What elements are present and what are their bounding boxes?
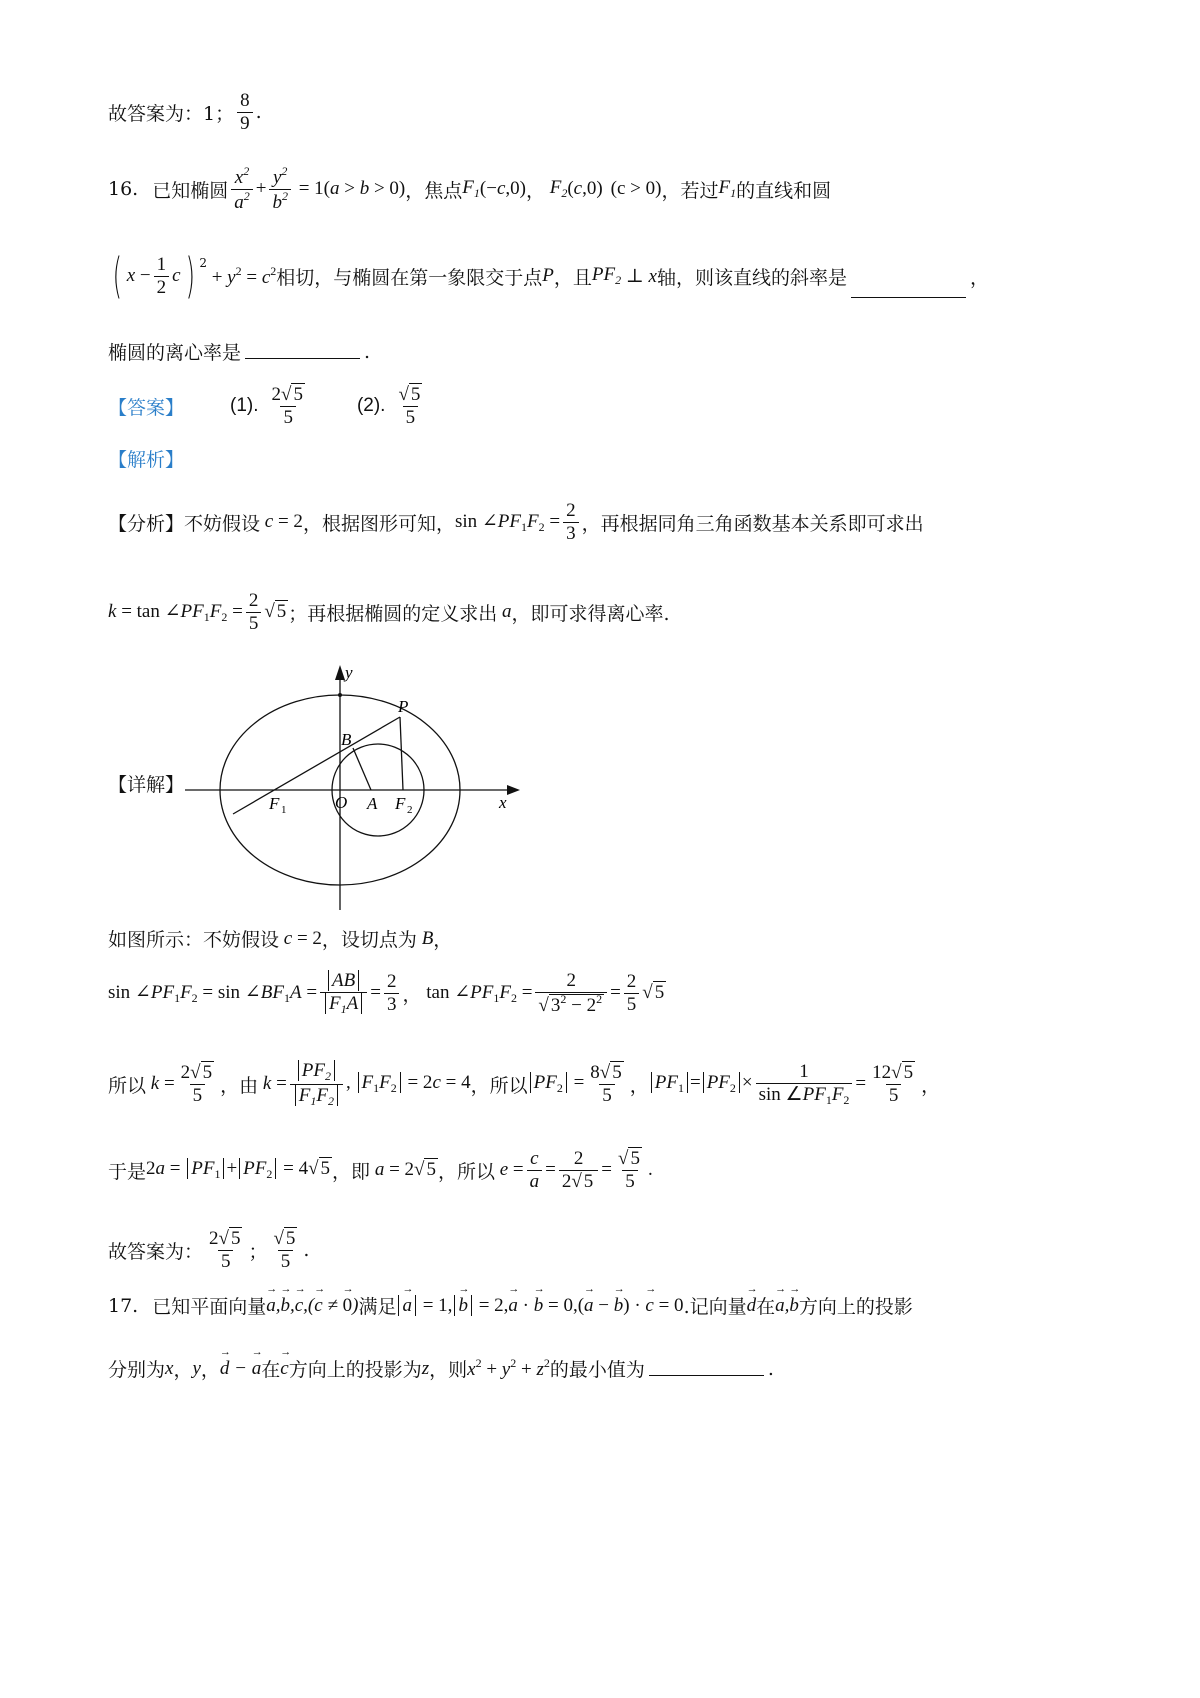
q17-blank[interactable] bbox=[649, 1374, 764, 1376]
q16-line1: 16. 已知椭圆 $\frac{x^2}{a^2}$ + $\frac{y^2}{b^2}$ = 1(a > b > 0) ，焦点 $F_1$ (−c,0) ， $F_2$ (c,0) (c > 0) ，若过 $F_1$ 的直线和圆 bbox=[108, 164, 832, 213]
eccentricity-blank[interactable] bbox=[245, 357, 360, 359]
ellipse-x-term: $\frac{x^2}{a^2}$ bbox=[231, 165, 253, 214]
sol-line4: 于是 $2a = PF_1 + PF_2 = 4√$ 5 ，即 a = 2√ 5 ，所以 e = $\frac{c}{a}$ = $\frac{2}{2√ 5}$ = $\frac{√ 5}{5}$ . bbox=[108, 1148, 653, 1192]
q16-line2: ( x − $\frac{1}{2}$ c ) $^2$ + $y^2 = c^2$ 相切，与椭圆在第一象限交于点 P ，且 $PF_2$ ⊥ x 轴，则该直线的斜率是 ， bbox=[112, 248, 989, 304]
q16-line3: 椭圆的离心率是 . bbox=[108, 340, 371, 364]
detail-tag: 【详解】 bbox=[108, 774, 185, 796]
label-B: B bbox=[341, 730, 352, 749]
fenxi-line2: $k = \tan \angle PF_1F_2$ = $\frac{2}{5}$ √ 5 ；再根据椭圆的定义求出 a ，即可求得离心率. bbox=[108, 590, 670, 634]
fenxi-line1: 【分析】 不妨假设 c = 2 ，根据图形可知， $\sin \angle PF_1F_2$ = $\frac{2}{3}$ ，再根据同角三角函数基本关系即可求出 bbox=[108, 500, 924, 544]
answer-line: 【答案】 (1). $\frac{2√ 5}{5}$ (2). $\frac{√ 5}{5}$ bbox=[108, 384, 421, 428]
label-A: A bbox=[367, 794, 378, 813]
answer-tag: 【答案】 bbox=[108, 396, 185, 419]
prev-answer-prefix: 故答案为：1； bbox=[108, 102, 235, 125]
sol-line3: 所以 k = $\frac{2√ 5}{5}$ ，由 k = $\frac{PF_2}{F_1F_2}$ , $F_1F_2 = 2c = 4$ ，所以 $PF_2$ = $\frac{8√ 5}{5}$ ， $PF_1 = PF_2$ × $\frac{1}{\sin \angle PF_1F_2}$ = $\frac{12√ 5}{5}$ ， bbox=[108, 1060, 941, 1108]
prev-answer-fraction: $\frac{8}{9}$ bbox=[237, 90, 253, 135]
q17-line1: 17. 已知平面向量 → a,→ b,→ c,(→ c ≠ → 0) 满足 → a = 1,→ b = 2,→ a · → b = 0,(→ a − → b) · → c = 0 .记向量 → d 在 → a,→ b 方向上的投影 bbox=[108, 1292, 913, 1319]
detail-tag-line bbox=[108, 770, 184, 797]
slope-blank[interactable] bbox=[851, 296, 966, 298]
ellipse-y-term: $\frac{y^2}{b^2}$ bbox=[269, 165, 291, 214]
fenxi-tag: 【分析】 bbox=[108, 512, 185, 535]
label-O: O bbox=[335, 793, 348, 812]
analysis-tag-line bbox=[108, 445, 184, 472]
q17-number: 17. bbox=[108, 1294, 139, 1317]
svg-text:2: 2 bbox=[407, 804, 413, 816]
label-F1: F bbox=[269, 794, 280, 813]
analysis-tag: 【解析】 bbox=[108, 449, 185, 471]
label-x: x bbox=[499, 793, 507, 812]
svg-text:1: 1 bbox=[281, 804, 287, 816]
prev-answer-line: 故答案为：1； $\frac{8}{9}$ . bbox=[108, 90, 262, 134]
sol-final: 故答案为： $\frac{2√ 5}{5}$ ； $\frac{√ 5}{5}$ . bbox=[108, 1228, 310, 1272]
label-P: P bbox=[398, 697, 409, 716]
q17-line2: 分别为 x ， y ， → d − → a 在 → c 方向上的投影为 z ，则 $x^2 + y^2 + z^2$ 的最小值为 . bbox=[108, 1355, 774, 1382]
sol-line2: $\sin \angle PF_1F_2 = \sin$ $\angle BF_1A$ = $\frac{AB}{F_1A}$ = $\frac{2}{3}$ ， $\tan \angle PF_1F_2$ = $\frac{2}{√ 3^2 - 2^2}$ = $\frac{2}{5}$ √ 5 bbox=[108, 970, 665, 1016]
label-y: y bbox=[345, 663, 353, 682]
ellipse-figure bbox=[185, 660, 525, 915]
label-F2: F bbox=[395, 794, 406, 813]
q16-number: 16. bbox=[108, 178, 139, 201]
sol-line1: 如图所示：不妨假设 c = 2 ，设切点为 B ， bbox=[108, 927, 453, 951]
